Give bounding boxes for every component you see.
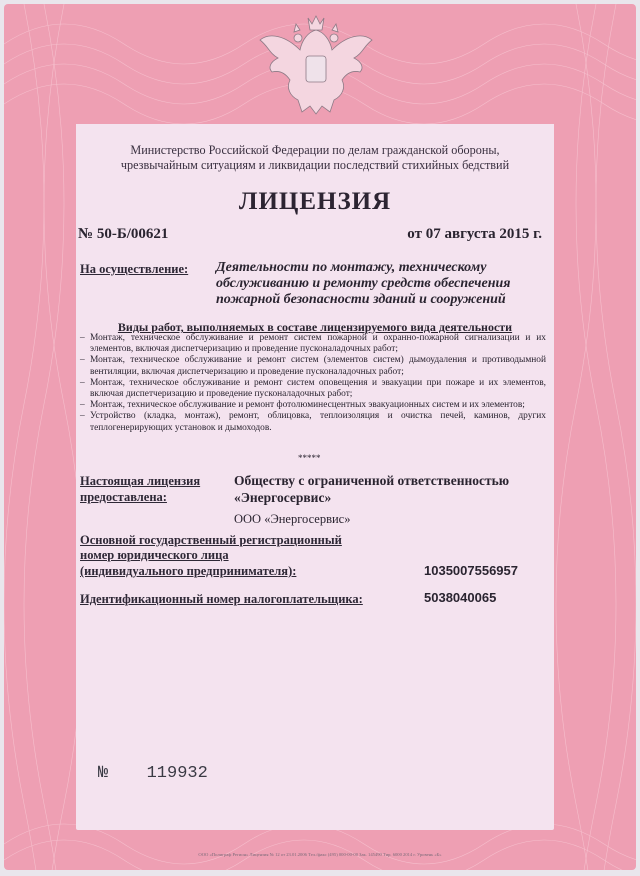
ogrn-label-line-3: (индивидуального предпринимателя): — [80, 564, 297, 578]
inn-value: 5038040065 — [424, 590, 497, 605]
works-item: – Монтаж, техническое обслуживание и ремонт систем пожарной и охранно-пожарной сигнализации и их элементов, включая диспетчеризацию и проведение пусконаладочных работ; — [80, 333, 546, 355]
serial-number: 119932 — [146, 764, 208, 783]
purpose-line-2: обслуживанию и ремонту средств обеспечения — [216, 276, 511, 291]
ministry-line-1: Министерство Российской Федерации по делам гражданской обороны, — [130, 143, 500, 157]
works-heading: Виды работ, выполняемых в составе лицензируемого вида деятельности — [117, 320, 513, 334]
ogrn-label-line-1: Основной государственный регистрационный — [80, 533, 342, 547]
licensee-name-line-2: «Энергосервис» — [234, 490, 332, 505]
licensee-short-name: ООО «Энергосервис» — [234, 512, 351, 526]
works-item: – Монтаж, техническое обслуживание и ремонт систем (элементов систем) дымоудаления и противодымной вентиляции, включая диспетчеризацию и проведение пусконаладочных работ; — [80, 355, 546, 377]
works-list — [80, 333, 546, 434]
separator-stars: ***** — [298, 453, 321, 463]
inn-label: Идентификационный номер налогоплательщика: — [80, 592, 363, 606]
licensee-label-line-2: предоставлена: — [80, 490, 167, 504]
purpose-line-1: Деятельности по монтажу, техническому — [216, 260, 487, 275]
ministry-line-2: чрезвычайным ситуациям и ликвидации последствий стихийных бедствий — [120, 158, 510, 172]
license-number: № 50-Б/00621 — [78, 226, 169, 242]
purpose-label: На осуществление: — [80, 262, 189, 276]
licensee-label-line-1: Настоящая лицензия — [80, 474, 201, 488]
works-item: – Устройство (кладка, монтаж), ремонт, облицовка, теплоизоляция и очистка печей, каминов, других теплогенерирующих установок и дымоходов. — [80, 411, 546, 433]
ogrn-label-line-2: номер юридического лица — [80, 548, 229, 562]
licensee-name-line-1: Обществу с ограниченной ответственностью — [234, 473, 510, 488]
works-item: – Монтаж, техническое обслуживание и ремонт фотолюминесцентных эвакуационных систем и их элементов; — [80, 400, 525, 411]
document-title: ЛИЦЕНЗИЯ — [238, 188, 392, 215]
purpose-line-3: пожарной безопасности зданий и сооружений — [216, 292, 506, 307]
blank-serial — [98, 764, 208, 783]
serial-prefix: № — [98, 764, 109, 783]
ogrn-value: 1035007556957 — [424, 563, 518, 578]
russian-coat-of-arms-icon — [256, 10, 376, 116]
license-date: от 07 августа 2015 г. — [407, 226, 542, 242]
works-item: – Монтаж, техническое обслуживание и ремонт систем оповещения и эвакуации при пожаре и их элементов, включая диспетчеризацию и проведение пусконаладочных работ; — [80, 377, 546, 400]
printer-imprint: ООО «Полиграф Регион» Лицензия № 12 от 23.01.2006 Тел./факс (495) 000-00-00 Зак. 145490 Тир. 6000 2014 г. Уровень «Б» — [198, 852, 442, 857]
